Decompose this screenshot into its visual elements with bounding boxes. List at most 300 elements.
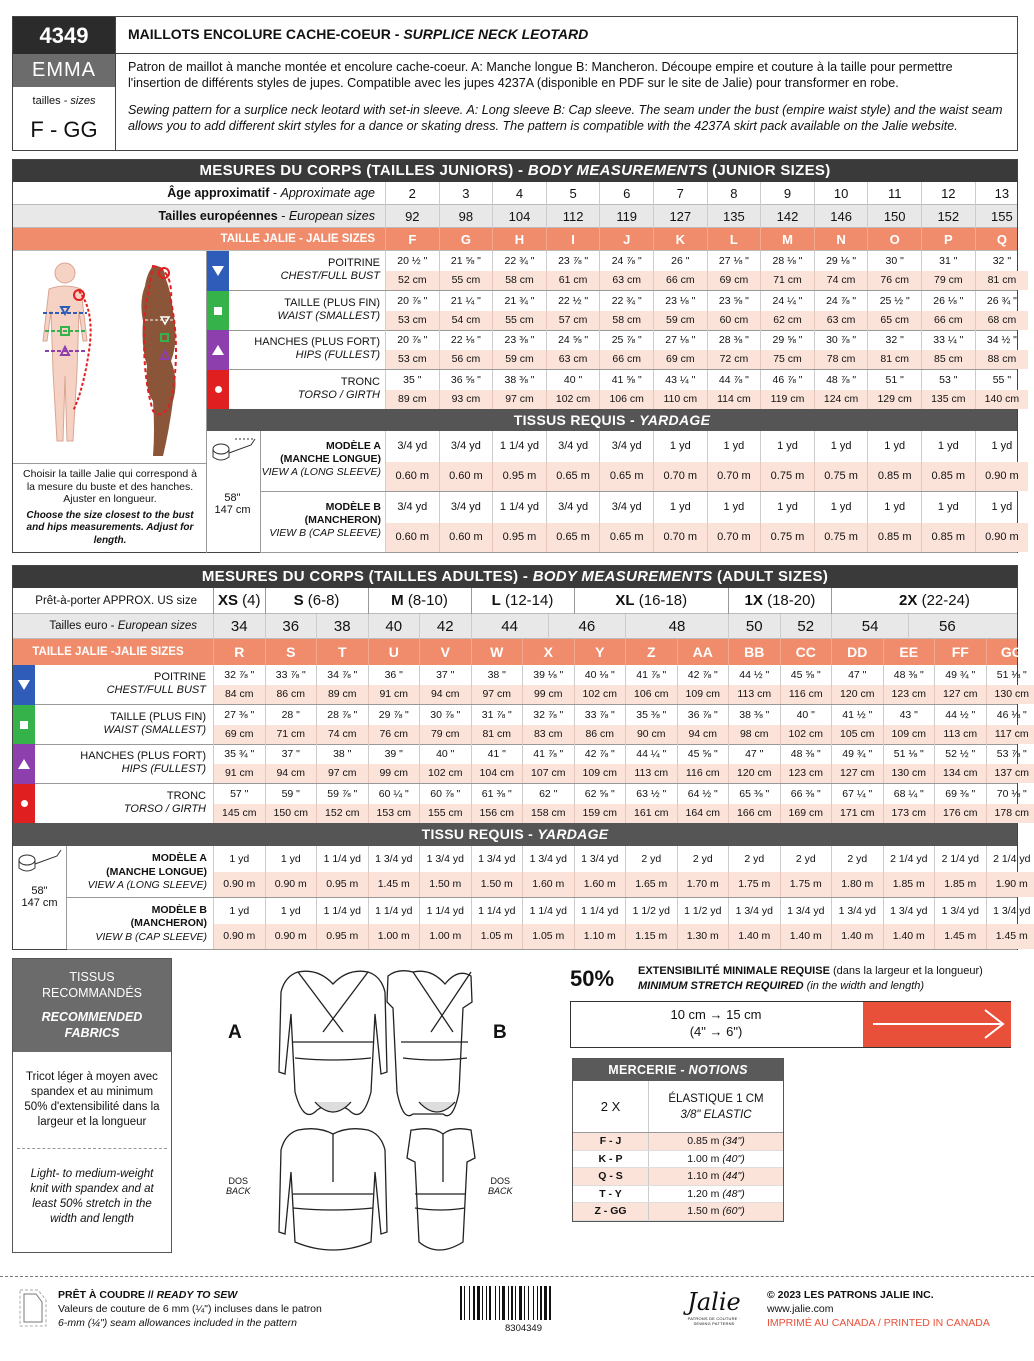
yardage-m: 1.45 m: [368, 872, 420, 897]
yardage-m: 0.75 m: [760, 523, 814, 552]
junior-header-cell: 150: [867, 205, 921, 228]
measure-cm: 79 cm: [921, 271, 975, 290]
measure-inch: 33 ⅞ ": [265, 665, 317, 685]
measure-cm: 76 cm: [867, 271, 921, 290]
measure-cm: 145 cm: [213, 804, 265, 823]
junior-header-cell: N: [814, 228, 868, 251]
junior-title: MESURES DU CORPS (TAILLES JUNIORS) - BODY MEASUREMENTS (JUNIOR SIZES): [13, 160, 1017, 182]
fabric-roll-icon: [205, 431, 261, 471]
measure-cm: 52 cm: [385, 271, 439, 290]
measure-cm: 89 cm: [385, 390, 439, 409]
yardage-label: MODÈLE B (MANCHERON) VIEW B (CAP SLEEVE): [95, 903, 207, 943]
measure-inch: 40 ": [780, 705, 832, 725]
barcode-bar: [519, 1286, 522, 1320]
triangle-up-icon: [207, 330, 229, 370]
yardage-yd: 1 yd: [265, 898, 317, 924]
junior-row-label: TAILLE JALIE - JALIE SIZES: [220, 233, 375, 245]
measure-cm: 164 cm: [677, 804, 729, 823]
junior-header-cell: 9: [760, 182, 814, 205]
measure-inch: 24 ⅞ ": [814, 291, 868, 311]
measure-label: TRONC TORSO / GIRTH: [123, 789, 206, 815]
measure-inch: 36 ⅞ ": [677, 705, 729, 725]
measure-cm: 117 cm: [986, 725, 1034, 744]
jalie-size-cell: CC: [780, 639, 832, 665]
measure-cm: 56 cm: [439, 350, 493, 369]
measure-inch: 27 ⅛ ": [653, 330, 707, 350]
junior-header-cell: J: [599, 228, 653, 251]
yardage-m: 0.60 m: [439, 523, 493, 552]
yardage-m: 0.95 m: [492, 523, 546, 552]
yardage-m: 0.75 m: [814, 462, 868, 491]
us-size-group: XS (4): [213, 588, 265, 614]
measure-inch: 33 ⅞ ": [574, 705, 626, 725]
yardage-m: 0.65 m: [546, 462, 600, 491]
measure-cm: 89 cm: [316, 685, 368, 704]
notions-qty: 2 X: [600, 1099, 621, 1114]
barcode-bar: [464, 1286, 465, 1320]
jalie-size-label: TAILLE JALIE -JALIE SIZES: [32, 646, 184, 658]
fabric-width: 58" 147 cm: [205, 431, 261, 553]
yardage-m: 0.90 m: [975, 523, 1029, 552]
measure-cm: 76 cm: [368, 725, 420, 744]
yardage-yd: 1 yd: [975, 492, 1029, 523]
junior-header-cell: 8: [707, 182, 761, 205]
adult-yardage-title: TISSU REQUIS - YARDAGE: [13, 823, 1017, 846]
junior-header-cell: 155: [975, 205, 1029, 228]
yardage-yd: 1 1/2 yd: [625, 898, 677, 924]
measure-inch: 32 ⅞ ": [213, 665, 265, 685]
us-size-group: 1X (18-20): [728, 588, 831, 614]
measure-inch: 21 ¾ ": [492, 291, 546, 311]
measure-label: TRONC TORSO / GIRTH: [297, 375, 380, 401]
measure-inch: 46 ⅛ ": [986, 705, 1034, 725]
measure-cm: 124 cm: [814, 390, 868, 409]
yardage-yd: 1 1/4 yd: [419, 898, 471, 924]
junior-header-row: [13, 228, 1017, 251]
measure-cm: 107 cm: [522, 764, 574, 783]
measure-cm: 86 cm: [574, 725, 626, 744]
measure-inch: 26 ": [653, 251, 707, 271]
barcode-bar: [544, 1286, 547, 1320]
measure-cm: 69 cm: [653, 350, 707, 369]
yardage-m: 0.70 m: [707, 462, 761, 491]
measure-cm: 53 cm: [385, 311, 439, 330]
measure-inch: 51 ": [867, 370, 921, 390]
us-size-group: L (12-14): [471, 588, 574, 614]
junior-header-cell: 4: [492, 182, 546, 205]
yardage-yd: 1 3/4 yd: [419, 846, 471, 872]
measure-inch: 55 ": [975, 370, 1029, 390]
choose-size-note: Choisir la taille Jalie qui correspond à la mesure du buste et des hanches. Ajuster en longueur. Choose the size closest to the bust and hips measurements. Adjust for length.: [13, 463, 207, 553]
yardage-yd: 1 3/4 yd: [728, 898, 780, 924]
measure-cm: 173 cm: [883, 804, 935, 823]
measure-cm: 75 cm: [760, 350, 814, 369]
yardage-yd: 1 yd: [867, 431, 921, 462]
yardage-m: 1.40 m: [831, 924, 883, 949]
measure-cm: 59 cm: [492, 350, 546, 369]
adult-section: [12, 565, 1031, 950]
yardage-yd: 1 3/4 yd: [780, 898, 832, 924]
euro-size-cell: 40: [368, 614, 420, 639]
yardage-m: 0.90 m: [265, 924, 317, 949]
leotard-drawings: [263, 962, 483, 1254]
measure-cm: 130 cm: [986, 685, 1034, 704]
yardage-yd: 1 3/4 yd: [368, 846, 420, 872]
back-label-a: DOS BACK: [226, 1176, 251, 1196]
yardage-m: 1.05 m: [471, 924, 523, 949]
adult-title: MESURES DU CORPS (TAILLES ADULTES) - BODY MEASUREMENTS (ADULT SIZES): [13, 566, 1017, 588]
measure-inch: 26 ⅛ ": [921, 291, 975, 311]
measure-cm: 54 cm: [439, 311, 493, 330]
yardage-yd: 1 yd: [707, 431, 761, 462]
measure-cm: 109 cm: [883, 725, 935, 744]
barcode-bar: [549, 1286, 551, 1320]
yardage-yd: 1 1/4 yd: [492, 431, 546, 462]
junior-header-cell: 3: [439, 182, 493, 205]
measure-inch: 28 ⅞ ": [316, 705, 368, 725]
jalie-size-cell: BB: [728, 639, 780, 665]
yardage-m: 0.95 m: [316, 924, 368, 949]
measure-cm: 90 cm: [625, 725, 677, 744]
measure-inch: 30 ⅞ ": [814, 330, 868, 350]
yardage-m: 1.00 m: [368, 924, 420, 949]
yardage-m: 1.50 m: [419, 872, 471, 897]
jalie-size-cell: S: [265, 639, 317, 665]
measure-inch: 24 ⅞ ": [599, 251, 653, 271]
measure-inch: 32 ⅞ ": [522, 705, 574, 725]
measure-inch: 57 ": [213, 784, 265, 804]
yardage-m: 1.75 m: [728, 872, 780, 897]
measure-cm: 123 cm: [883, 685, 935, 704]
measure-cm: 113 cm: [625, 764, 677, 783]
measure-inch: 49 ¾ ": [934, 665, 986, 685]
yardage-yd: 3/4 yd: [385, 492, 439, 523]
yardage-m: 0.90 m: [265, 872, 317, 897]
euro-size-label: Tailles euro - European sizes: [49, 620, 197, 632]
euro-size-cell: 52: [780, 614, 832, 639]
measure-inch: 48 ⅞ ": [814, 370, 868, 390]
measure-inch: 30 ": [867, 251, 921, 271]
measure-cm: 58 cm: [492, 271, 546, 290]
barcode-bar: [502, 1286, 505, 1320]
body-measure-figures: [13, 251, 207, 461]
junior-header-cell: 142: [760, 205, 814, 228]
us-size-label: Prêt-à-porter APPROX. US size: [35, 595, 197, 607]
yardage-m: 0.85 m: [921, 462, 975, 491]
measure-inch: 51 ⅛ ": [883, 744, 935, 764]
junior-header-cell: M: [760, 228, 814, 251]
measure-cm: 83 cm: [522, 725, 574, 744]
yardage-yd: 2 1/4 yd: [934, 846, 986, 872]
junior-header-cell: 152: [921, 205, 975, 228]
measure-cm: 81 cm: [471, 725, 523, 744]
euro-size-row: [13, 614, 1017, 639]
measure-cm: 130 cm: [883, 764, 935, 783]
square-icon: [207, 291, 229, 331]
yardage-label: MODÈLE A (MANCHE LONGUE) VIEW A (LONG SLEEVE): [87, 852, 207, 891]
measure-inch: 67 ¼ ": [831, 784, 883, 804]
euro-size-cell: 42: [419, 614, 471, 639]
junior-header-cell: 12: [921, 182, 975, 205]
yardage-yd: 3/4 yd: [546, 431, 600, 462]
view-a-label: A: [228, 1022, 242, 1043]
measure-inch: 42 ⅞ ": [677, 665, 729, 685]
barcode-bar: [533, 1286, 534, 1320]
barcode-bar: [537, 1286, 538, 1320]
junior-header-cell: 11: [867, 182, 921, 205]
measure-cm: 94 cm: [419, 685, 471, 704]
measure-cm: 63 cm: [599, 271, 653, 290]
junior-row-label: Âge approximatif - Approximate age: [167, 186, 375, 200]
yardage-yd: 3/4 yd: [439, 492, 493, 523]
junior-yardage-title: TISSUS REQUIS - YARDAGE: [207, 409, 1017, 431]
measure-cm: 97 cm: [492, 390, 546, 409]
jalie-logo: Jalie PATRONS DE COUTURE · SEWING PATTERNS: [687, 1288, 741, 1326]
measure-inch: 43 ": [883, 705, 935, 725]
yardage-m: 0.75 m: [760, 462, 814, 491]
junior-header-cell: I: [546, 228, 600, 251]
measure-inch: 62 ": [522, 784, 574, 804]
adult-measure-row: [13, 705, 1029, 745]
jalie-size-cell: V: [419, 639, 471, 665]
adult-yardage-row: [67, 898, 1031, 950]
measure-inch: 44 ⅞ ": [707, 370, 761, 390]
yardage-m: 1.10 m: [574, 924, 626, 949]
measure-cm: 161 cm: [625, 804, 677, 823]
measure-inch: 64 ½ ": [677, 784, 729, 804]
measure-inch: 29 ⅞ ": [368, 705, 420, 725]
us-size-row: [13, 588, 1017, 614]
barcode-bar: [540, 1286, 542, 1320]
yardage-yd: 1 1/4 yd: [492, 492, 546, 523]
measure-cm: 109 cm: [677, 685, 729, 704]
measure-inch: 68 ¼ ": [883, 784, 935, 804]
yardage-m: 1.50 m: [471, 872, 523, 897]
yardage-yd: 2 yd: [780, 846, 832, 872]
barcode-bar: [460, 1286, 462, 1320]
junior-header-cell: 104: [492, 205, 546, 228]
measure-inch: 38 ": [471, 665, 523, 685]
junior-section: [12, 159, 1018, 553]
measure-inch: 44 ½ ": [934, 705, 986, 725]
junior-header-cell: 7: [653, 182, 707, 205]
measure-inch: 41 ⅝ ": [599, 370, 653, 390]
measure-inch: 53 ": [921, 370, 975, 390]
measure-cm: 58 cm: [599, 311, 653, 330]
yardage-m: 0.75 m: [814, 523, 868, 552]
junior-header-cell: K: [653, 228, 707, 251]
measure-inch: 59 ": [265, 784, 317, 804]
measure-cm: 71 cm: [265, 725, 317, 744]
measure-inch: 29 ⅝ ": [760, 330, 814, 350]
junior-header-cell: L: [707, 228, 761, 251]
junior-measure-row: [207, 370, 1020, 410]
measure-cm: 156 cm: [471, 804, 523, 823]
measure-cm: 113 cm: [934, 725, 986, 744]
junior-yardage-row: [261, 431, 1017, 492]
measure-inch: 45 ⅝ ": [677, 744, 729, 764]
yardage-yd: 1 yd: [921, 492, 975, 523]
measure-inch: 41 ½ ": [831, 705, 883, 725]
yardage-m: 1.75 m: [780, 872, 832, 897]
yardage-yd: 3/4 yd: [599, 492, 653, 523]
yardage-m: 1.60 m: [522, 872, 574, 897]
description-en: Sewing pattern for a surplice neck leotard with set-in sleeve. A: Long sleeve B: Cap sleeve. The seam under the bust (empire waist style) and the waist seam allows you to add different skirt styles for a dance or skating dress. The pattern is compatible with the 4237A skirt pack available on the Jalie website.: [128, 103, 1003, 133]
yardage-yd: 1 yd: [760, 431, 814, 462]
measure-cm: 79 cm: [419, 725, 471, 744]
jalie-size-cell: AA: [677, 639, 729, 665]
measure-cm: 116 cm: [780, 685, 832, 704]
junior-header-cell: H: [492, 228, 546, 251]
barcode-bar: [524, 1286, 525, 1320]
jalie-size-cell: X: [522, 639, 574, 665]
yardage-yd: 1 yd: [265, 846, 317, 872]
yardage-yd: 1 3/4 yd: [831, 898, 883, 924]
website-link[interactable]: www.jalie.com: [767, 1303, 834, 1315]
measure-inch: 22 ½ ": [546, 291, 600, 311]
adult-measure-row: [13, 784, 1029, 824]
measure-cm: 155 cm: [419, 804, 471, 823]
measure-inch: 65 ⅜ ": [728, 784, 780, 804]
measure-cm: 153 cm: [368, 804, 420, 823]
measure-cm: 74 cm: [814, 271, 868, 290]
measure-cm: 120 cm: [728, 764, 780, 783]
measure-inch: 23 ⅜ ": [492, 330, 546, 350]
measure-inch: 62 ⅝ ": [574, 784, 626, 804]
measure-cm: 57 cm: [546, 311, 600, 330]
measure-cm: 129 cm: [867, 390, 921, 409]
measure-inch: 52 ½ ": [934, 744, 986, 764]
measure-inch: 38 ⅜ ": [492, 370, 546, 390]
measure-inch: 25 ½ ": [867, 291, 921, 311]
junior-header-cell: 98: [439, 205, 493, 228]
measure-cm: 137 cm: [986, 764, 1034, 783]
jalie-size-cell: EE: [883, 639, 935, 665]
euro-size-cell: 36: [265, 614, 317, 639]
measure-inch: 38 ⅜ ": [728, 705, 780, 725]
yardage-m: 1.60 m: [574, 872, 626, 897]
measure-inch: 48 ⅜ ": [780, 744, 832, 764]
measure-inch: 30 ⅞ ": [419, 705, 471, 725]
measure-cm: 119 cm: [760, 390, 814, 409]
measure-cm: 68 cm: [975, 311, 1029, 330]
measure-cm: 60 cm: [707, 311, 761, 330]
measure-cm: 106 cm: [599, 390, 653, 409]
measure-cm: 65 cm: [867, 311, 921, 330]
jalie-size-cell: W: [471, 639, 523, 665]
measure-inch: 44 ½ ": [728, 665, 780, 685]
measure-cm: 84 cm: [213, 685, 265, 704]
measure-cm: 66 cm: [599, 350, 653, 369]
junior-header-row: [13, 182, 1017, 205]
measure-inch: 24 ¼ ": [760, 291, 814, 311]
measure-cm: 74 cm: [316, 725, 368, 744]
measure-inch: 41 ": [471, 744, 523, 764]
measure-inch: 41 ⅞ ": [522, 744, 574, 764]
barcode-bar: [486, 1286, 487, 1320]
measure-inch: 36 ⅝ ": [439, 370, 493, 390]
measure-inch: 69 ⅜ ": [934, 784, 986, 804]
junior-measure-row: [207, 330, 1017, 370]
measure-cm: 171 cm: [831, 804, 883, 823]
yardage-m: 0.95 m: [316, 872, 368, 897]
measure-inch: 46 ⅞ ": [760, 370, 814, 390]
measure-inch: 28 ⅛ ": [760, 251, 814, 271]
measure-inch: 47 ": [831, 665, 883, 685]
pattern-code: 4349: [13, 17, 115, 54]
notions-table: MERCERIE - NOTIONS 2 X ÉLASTIQUE 1 CM 3/8" ELASTIC F - J 0.85 m (34") K - P 1.00 m (40") Q - S 1.10 m (44") T - Y 1.20 m (48") Z - GG 1.50 m (60"): [572, 1058, 784, 1222]
measure-cm: 94 cm: [677, 725, 729, 744]
yardage-yd: 1 1/4 yd: [522, 898, 574, 924]
yardage-yd: 2 yd: [677, 846, 729, 872]
measure-cm: 166 cm: [728, 804, 780, 823]
measure-cm: 88 cm: [975, 350, 1029, 369]
pattern-name: EMMA: [13, 54, 115, 87]
measure-cm: 102 cm: [780, 725, 832, 744]
measure-inch: 23 ⅞ ": [546, 251, 600, 271]
yardage-m: 0.70 m: [707, 523, 761, 552]
yardage-m: 0.90 m: [975, 462, 1029, 491]
measure-cm: 135 cm: [921, 390, 975, 409]
yardage-m: 1.30 m: [677, 924, 729, 949]
measure-cm: 178 cm: [986, 804, 1034, 823]
measure-cm: 98 cm: [728, 725, 780, 744]
yardage-m: 1.65 m: [625, 872, 677, 897]
yardage-yd: 1 1/4 yd: [316, 846, 368, 872]
euro-size-cell: 50: [728, 614, 780, 639]
measure-cm: 72 cm: [707, 350, 761, 369]
barcode-bar: [528, 1286, 529, 1320]
description-fr: Patron de maillot à manche montée et encolure cache-coeur. A: Manche longue B: Mancheron. Découpe empire et couture à la taille pour permettre l'insertion de différents styles de jupes. Compatible avec les jupes 4237A (disponible en PDF sur le site de Jalie) pour transformer en robe.: [128, 60, 953, 90]
yardage-m: 0.65 m: [599, 523, 653, 552]
copyright-block: © 2023 LES PATRONS JALIE INC. www.jalie.com IMPRIMÉ AU CANADA / PRINTED IN CANADA: [767, 1289, 990, 1329]
measure-cm: 66 cm: [921, 311, 975, 330]
measure-label: POITRINE CHEST/FULL BUST: [106, 671, 206, 696]
sizes-label: tailles - sizes: [32, 95, 96, 107]
yardage-yd: 2 1/4 yd: [883, 846, 935, 872]
fabric-width: 58" 147 cm: [13, 846, 67, 949]
jalie-size-row: [13, 639, 1023, 665]
euro-size-cell: 56: [908, 614, 985, 639]
measure-inch: 61 ⅜ ": [471, 784, 523, 804]
yardage-m: 1.45 m: [986, 924, 1034, 949]
measure-cm: 150 cm: [265, 804, 317, 823]
yardage-m: 1.85 m: [883, 872, 935, 897]
measure-inch: 47 ": [728, 744, 780, 764]
measure-inch: 35 ¾ ": [213, 744, 265, 764]
measure-inch: 42 ⅞ ": [574, 744, 626, 764]
triangle-down-icon: [13, 665, 35, 705]
adult-measure-row: [13, 744, 1029, 784]
measure-cm: 86 cm: [265, 685, 317, 704]
fabric-roll-icon: [13, 846, 67, 882]
measure-inch: 66 ⅜ ": [780, 784, 832, 804]
yardage-m: 0.95 m: [492, 462, 546, 491]
measure-inch: 23 ⅛ ": [653, 291, 707, 311]
junior-header-cell: 5: [546, 182, 600, 205]
barcode-bar: [499, 1286, 500, 1320]
measure-inch: 34 ⅞ ": [316, 665, 368, 685]
measure-cm: 53 cm: [385, 350, 439, 369]
junior-header-cell: G: [439, 228, 493, 251]
measure-inch: 35 ": [385, 370, 439, 390]
junior-header-cell: 92: [385, 205, 439, 228]
yardage-m: 1.15 m: [625, 924, 677, 949]
measure-inch: 41 ⅞ ": [625, 665, 677, 685]
yardage-m: 0.85 m: [867, 523, 921, 552]
jalie-size-cell: U: [368, 639, 420, 665]
measure-inch: 49 ¾ ": [831, 744, 883, 764]
